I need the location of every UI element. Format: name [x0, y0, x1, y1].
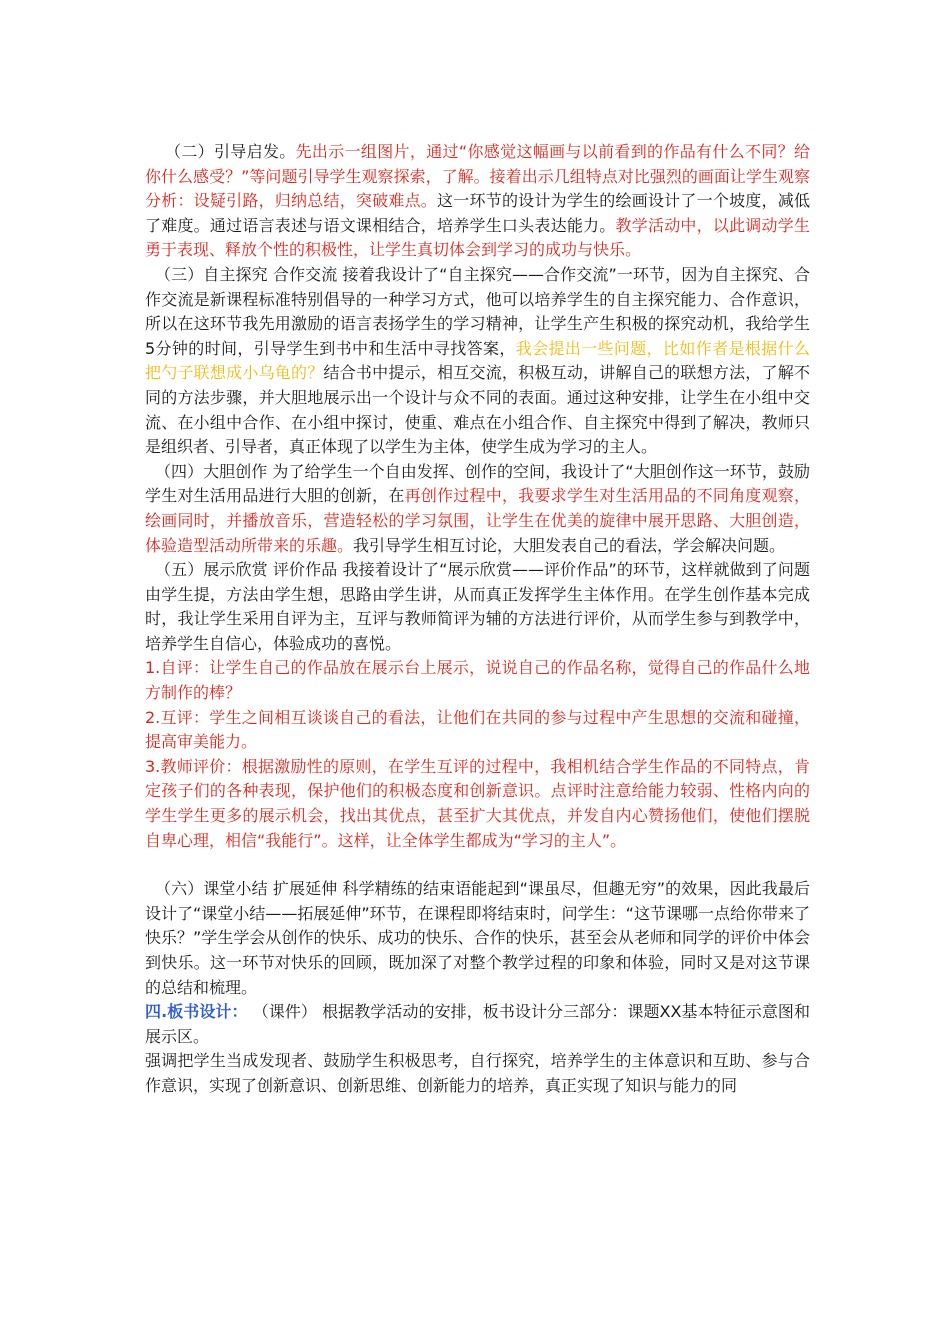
guidance-red-text: 先出示一组图片，通过“你感觉这幅画与以前看到的作品有什么不同？给你什么感受？”等问题引导学生观察探索，了解。接着出示几组特点对比强烈的画面让学生观察分析：设疑引路，归纳总结，突破难点。 [145, 142, 810, 211]
conclusion-text: 强调把学生当成发现者、鼓励学生积极思考，自行探究，培养学生的主体意识和互助、参与合作意识，实现了创新意识、创新思维、创新能力的培养，真正实现了知识与能力的同 [145, 1051, 810, 1095]
paragraph-showcase [0, 558, 950, 656]
paragraph-board-design [0, 1000, 950, 1049]
paragraph-explore [0, 263, 950, 460]
create-text-2: 我引导学生相互讨论，大胆发表自己的看法，学会解决问题。 [353, 535, 786, 555]
paragraph-conclusion [0, 1049, 950, 1098]
paragraph-summary [0, 877, 950, 1000]
board-design-heading: 四.板书设计： [145, 1002, 248, 1022]
list-item-teacher-eval: 3.教师评价：根据激励性的原则，在学生互评的过程中，我相机结合学生作品的不同特点，肯定孩子们的各种表现，保护他们的积极态度和创新意识。点评时注意给能力较弱、性格内向的学生学生更多的展示机会，找出其优点，甚至扩大其优点，并发自内心赞扬他们，使他们摆脱自卑心理，相信“我能行”。这样，让全体学生都成为“学习的主人”。 [145, 756, 810, 850]
guidance-red-text-2: 教学活动中，以此调动学生勇于表现、释放个性的积极性，让学生真切体会到学习的成功与快乐。 [145, 215, 810, 260]
create-red-text: 再创作过程中，我要求学生对生活用品的不同角度观察，绘画同时，并播放音乐，营造轻松的学习氛围，让学生在优美的旋律中展开思路、大胆创造，体验造型活动所带来的乐趣。 [145, 486, 810, 555]
create-text: （四）大胆创作 为了给学生一个自由发挥、创作的空间，我设计了“大胆创作这一环节，鼓励学生对生活用品进行大胆的创新，在 [145, 461, 810, 506]
document-page [0, 140, 950, 1099]
section-2-title: （二）引导启发。 [165, 142, 296, 161]
board-design-text: （课件） 根据教学活动的安排，板书设计分三部分：课题XX基本特征示意图和展示区。 [145, 1002, 810, 1046]
explore-yellow-text: 我会提出一些问题，比如作者是根据什么把勺子联想成小乌龟的？ [145, 338, 810, 383]
explore-text-2: 结合书中提示，相互交流，积极互动，讲解自己的联想方法，了解不同的方法步骤，并大胆地展示出一个设计与众不同的表面。通过这种安排，让学生在小组中交流、在小组中合作、在小组中探讨，使重、难点在小组合作、自主探究中得到了解决，教师只是组织者、引导者，真正体现了以学生为主体，使学生成为学习的主人。 [145, 363, 810, 457]
explore-text: （三）自主探究 合作交流 接着我设计了“自主探究——合作交流”一环节，因为自主探究、合作交流是新课程标准特别倡导的一种学习方式，他可以培养学生的自主探究能力、合作意识，所以在这环节我先用激励的语言表扬学生的学习精神，让学生产生积极的探究动机，我给学生5分钟的时间，引导学生到书中和生活中寻找答案， [145, 264, 810, 358]
summary-text: （六）课堂小结 扩展延伸 科学精练的结束语能起到“课虽尽，但趣无穷”的效果，因此我最后设计了“课堂小结——拓展延伸”环节，在课程即将结束时，问学生：“这节课哪一点给你带来了快乐？”学生学会从创作的快乐、成功的快乐、合作的快乐，甚至会从老师和同学的评价中体会到快乐。这一环节对快乐的回顾，既加深了对整个教学过程的印象和体验，同时又是对这节课的总结和梳理。 [145, 879, 810, 997]
list-item-self-eval: 1.自评：让学生自己的作品放在展示台上展示，说说自己的作品名称，觉得自己的作品什么地方制作的棒？ [145, 658, 810, 703]
showcase-text: （五）展示欣赏 评价作品 我接着设计了“展示欣赏——评价作品”的环节，这样就做到了问题由学生提，方法由学生想，思路由学生讲，从而真正发挥学生主体作用。在学生创作基本完成时，我让学生采用自评为主，互评与教师简评为辅的方法进行评价，从而学生参与到教学中，培养学生自信心，体验成功的喜悦。 [145, 560, 810, 653]
paragraph-guidance [0, 140, 950, 263]
guidance-text: 这一环节的设计为学生的绘画设计了一个坡度，减低了难度。通过语言表述与语文课相结合，培养学生口头表达能力。 [145, 191, 810, 235]
paragraph-create [0, 460, 950, 558]
list-item-peer-eval: 2.互评：学生之间相互谈谈自己的看法，让他们在共同的参与过程中产生思想的交流和碰撞，提高审美能力。 [145, 707, 810, 752]
blank-line [0, 853, 950, 877]
